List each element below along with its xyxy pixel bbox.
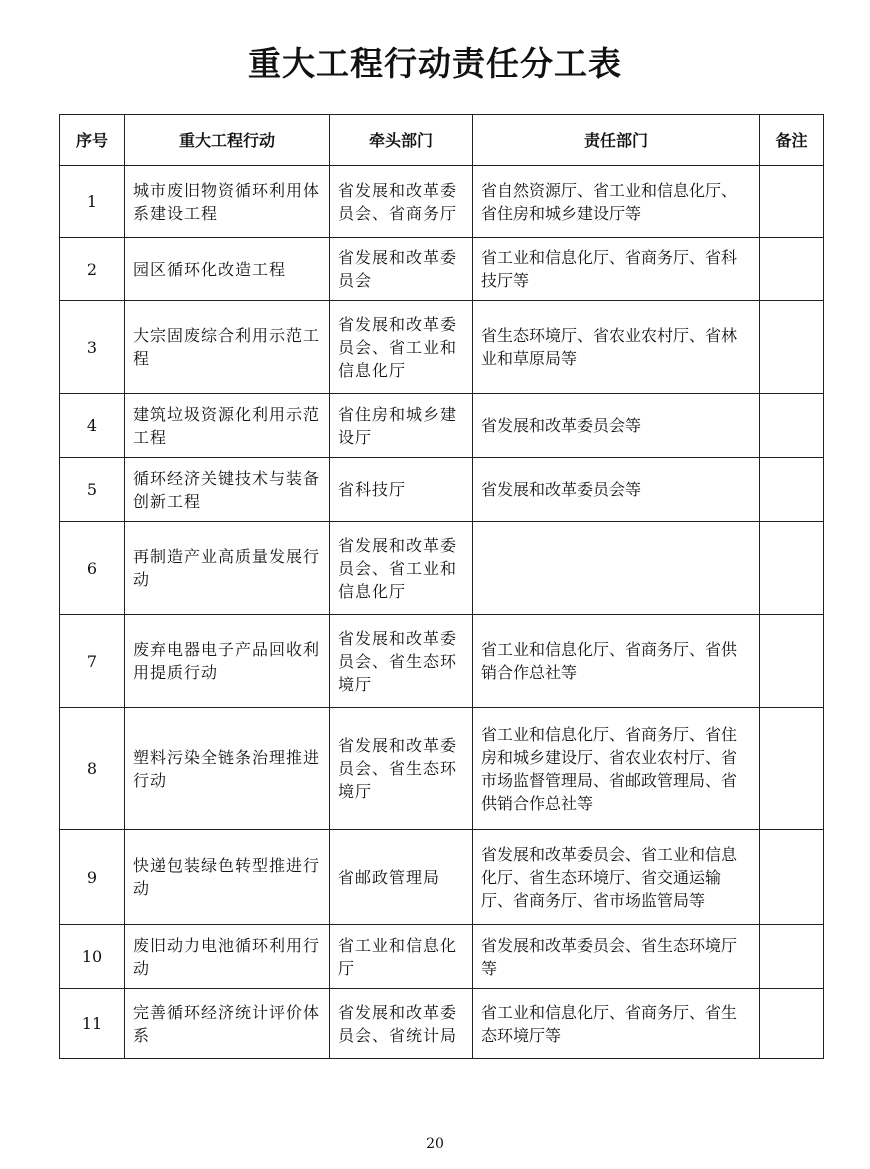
remark bbox=[760, 830, 824, 925]
table-row bbox=[60, 989, 824, 1059]
responsible-departments bbox=[473, 522, 760, 615]
row-number: 2 bbox=[60, 238, 125, 301]
remark bbox=[760, 301, 824, 394]
responsible-departments: 省自然资源厅、省工业和信息化厅、省住房和城乡建设厅等 bbox=[473, 166, 760, 238]
row-number: 1 bbox=[60, 166, 125, 238]
row-number: 5 bbox=[60, 458, 125, 522]
remark bbox=[760, 925, 824, 989]
project-name: 园区循环化改造工程 bbox=[125, 238, 330, 301]
row-number: 3 bbox=[60, 301, 125, 394]
remark bbox=[760, 394, 824, 458]
responsible-departments: 省工业和信息化厅、省商务厅、省住房和城乡建设厅、省农业农村厅、省市场监督管理局、省邮政管理局、省供销合作总社等 bbox=[473, 708, 760, 830]
table-row bbox=[60, 301, 824, 394]
row-number: 11 bbox=[60, 989, 125, 1059]
row-number: 7 bbox=[60, 615, 125, 708]
page-number: 20 bbox=[426, 1136, 444, 1152]
header-remark: 备注 bbox=[760, 115, 824, 166]
header-lead-dept: 牵头部门 bbox=[330, 115, 473, 166]
project-name: 大宗固废综合利用示范工程 bbox=[125, 301, 330, 394]
remark bbox=[760, 166, 824, 238]
lead-department: 省发展和改革委员会 bbox=[330, 238, 473, 301]
row-number: 8 bbox=[60, 708, 125, 830]
lead-department: 省发展和改革委员会、省工业和信息化厅 bbox=[330, 301, 473, 394]
remark bbox=[760, 458, 824, 522]
page-title: 重大工程行动责任分工表 bbox=[248, 44, 622, 83]
lead-department: 省邮政管理局 bbox=[330, 830, 473, 925]
lead-department: 省工业和信息化厅 bbox=[330, 925, 473, 989]
remark bbox=[760, 708, 824, 830]
lead-department: 省发展和改革委员会、省工业和信息化厅 bbox=[330, 522, 473, 615]
remark bbox=[760, 522, 824, 615]
table-row bbox=[60, 522, 824, 615]
lead-department: 省发展和改革委员会、省统计局 bbox=[330, 989, 473, 1059]
responsible-departments: 省发展和改革委员会等 bbox=[473, 458, 760, 522]
table-row bbox=[60, 925, 824, 989]
remark bbox=[760, 615, 824, 708]
table-row bbox=[60, 458, 824, 522]
lead-department: 省发展和改革委员会、省生态环境厅 bbox=[330, 708, 473, 830]
table-row bbox=[60, 238, 824, 301]
responsible-departments: 省工业和信息化厅、省商务厅、省供销合作总社等 bbox=[473, 615, 760, 708]
project-name: 废弃电器电子产品回收利用提质行动 bbox=[125, 615, 330, 708]
project-name: 建筑垃圾资源化利用示范工程 bbox=[125, 394, 330, 458]
responsible-departments: 省工业和信息化厅、省商务厅、省生态环境厅等 bbox=[473, 989, 760, 1059]
lead-department: 省科技厅 bbox=[330, 458, 473, 522]
table-row bbox=[60, 394, 824, 458]
header-responsible-dept: 责任部门 bbox=[473, 115, 760, 166]
project-name: 城市废旧物资循环利用体系建设工程 bbox=[125, 166, 330, 238]
project-name: 再制造产业高质量发展行动 bbox=[125, 522, 330, 615]
lead-department: 省发展和改革委员会、省生态环境厅 bbox=[330, 615, 473, 708]
header-project: 重大工程行动 bbox=[125, 115, 330, 166]
row-number: 6 bbox=[60, 522, 125, 615]
project-name: 快递包装绿色转型推进行动 bbox=[125, 830, 330, 925]
project-name: 废旧动力电池循环利用行动 bbox=[125, 925, 330, 989]
header-no: 序号 bbox=[60, 115, 125, 166]
remark bbox=[760, 238, 824, 301]
project-name: 完善循环经济统计评价体系 bbox=[125, 989, 330, 1059]
responsible-departments: 省生态环境厅、省农业农村厅、省林业和草原局等 bbox=[473, 301, 760, 394]
project-name: 循环经济关键技术与装备创新工程 bbox=[125, 458, 330, 522]
responsible-departments: 省发展和改革委员会、省工业和信息化厅、省生态环境厅、省交通运输厅、省商务厅、省市场监管局等 bbox=[473, 830, 760, 925]
row-number: 9 bbox=[60, 830, 125, 925]
table-row bbox=[60, 708, 824, 830]
responsibility-table bbox=[59, 114, 824, 1059]
project-name: 塑料污染全链条治理推进行动 bbox=[125, 708, 330, 830]
responsible-departments: 省发展和改革委员会、省生态环境厅等 bbox=[473, 925, 760, 989]
table-row bbox=[60, 830, 824, 925]
remark bbox=[760, 989, 824, 1059]
table-row bbox=[60, 615, 824, 708]
responsible-departments: 省发展和改革委员会等 bbox=[473, 394, 760, 458]
lead-department: 省发展和改革委员会、省商务厅 bbox=[330, 166, 473, 238]
table-header-row bbox=[60, 115, 824, 166]
lead-department: 省住房和城乡建设厅 bbox=[330, 394, 473, 458]
responsible-departments: 省工业和信息化厅、省商务厅、省科技厅等 bbox=[473, 238, 760, 301]
row-number: 10 bbox=[60, 925, 125, 989]
row-number: 4 bbox=[60, 394, 125, 458]
table-row bbox=[60, 166, 824, 238]
